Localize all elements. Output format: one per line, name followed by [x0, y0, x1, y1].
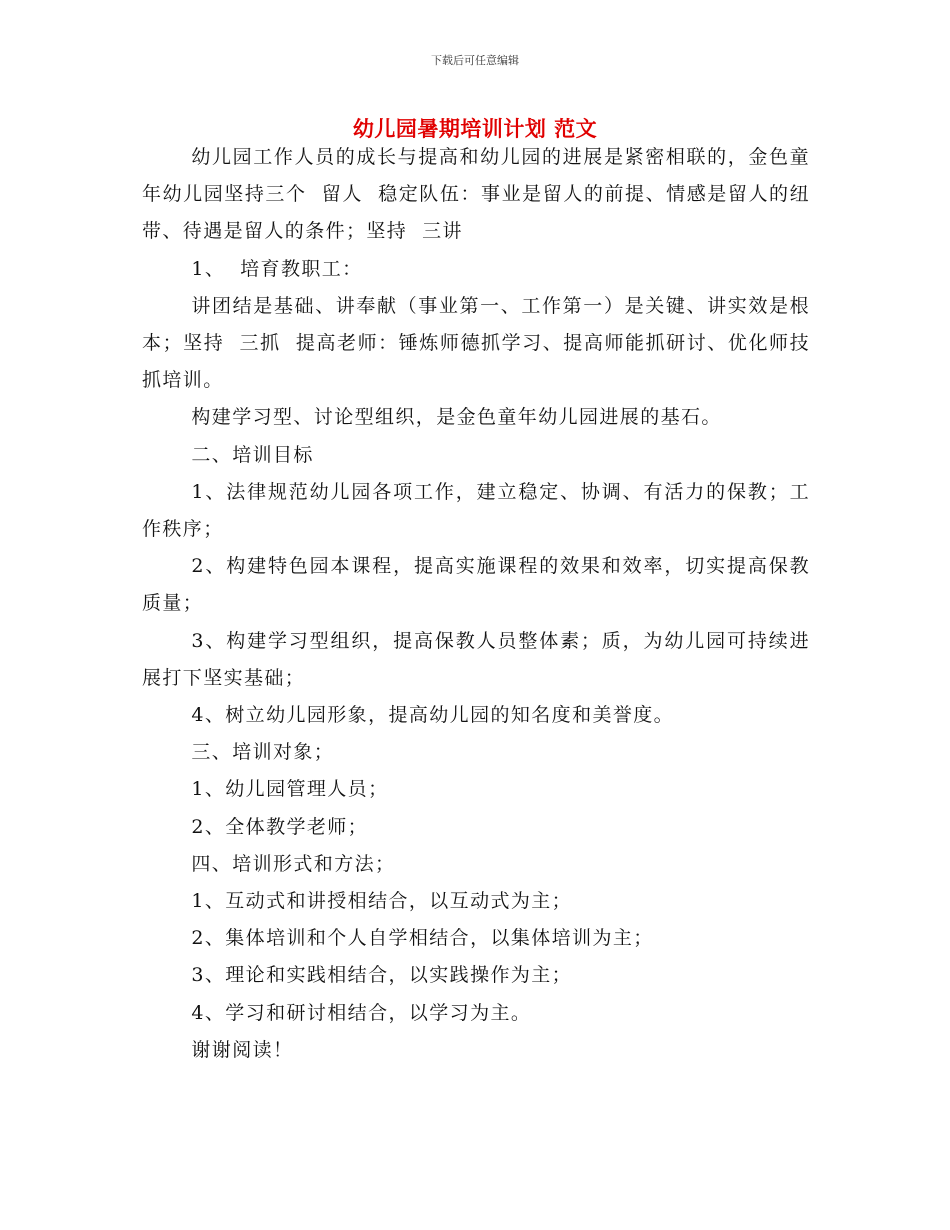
section-heading-methods: 四、培训形式和方法； — [191, 852, 396, 875]
closing-thanks: 谢谢阅读！ — [191, 1038, 294, 1061]
document-title: 幼儿园暑期培训计划 范文 — [352, 117, 598, 141]
paragraph-learning-org: 构建学习型、讨论型组织，是金色童年幼儿园进展的基石。 — [191, 406, 722, 429]
audience-item-2: 2、全体教学老师； — [191, 815, 369, 838]
method-item-1: 1、互动式和讲授相结合，以互动式为主； — [191, 890, 573, 913]
goal-item-2: 2、构建特色园本课程，提高实施课程的效果和效率，切实提高保教质量； — [142, 555, 810, 615]
audience-item-1: 1、幼儿园管理人员； — [191, 778, 389, 801]
page-header-note: 下载后可任意编辑 — [431, 54, 519, 67]
method-item-2: 2、集体培训和个人自学相结合，以集体培训为主； — [191, 927, 654, 950]
paragraph-train-staff: 1、 培育教职工： — [191, 257, 363, 280]
method-item-4: 4、学习和研讨相结合，以学习为主。 — [191, 1001, 532, 1024]
section-heading-audience: 三、培训对象； — [191, 741, 335, 764]
method-item-3: 3、理论和实践相结合，以实践操作为主； — [191, 964, 573, 987]
paragraph-intro: 幼儿园工作人员的成长与提高和幼儿园的进展是紧密相联的，金色童年幼儿园坚持三个 留人 稳定队伍：事业是留人的前提、情感是留人的纽带、待遇是留人的条件；坚持 三讲 — [142, 146, 810, 243]
paragraph-three-talks: 讲团结是基础、讲奉献（事业第一、工作第一）是关键、讲实效是根本；坚持 三抓 提高老师：锤炼师德抓学习、提高师能抓研讨、优化师技抓培训。 — [142, 294, 810, 392]
document-body — [142, 139, 810, 1069]
goal-item-3: 3、构建学习型组织，提高保教人员整体素；质，为幼儿园可持续进展打下坚实基础； — [142, 629, 810, 689]
goal-item-1: 1、法律规范幼儿园各项工作，建立稳定、协调、有活力的保教；工作秩序； — [142, 480, 810, 541]
section-heading-goals: 二、培训目标 — [191, 443, 314, 466]
goal-item-4: 4、树立幼儿园形象，提高幼儿园的知名度和美誉度。 — [191, 704, 675, 727]
